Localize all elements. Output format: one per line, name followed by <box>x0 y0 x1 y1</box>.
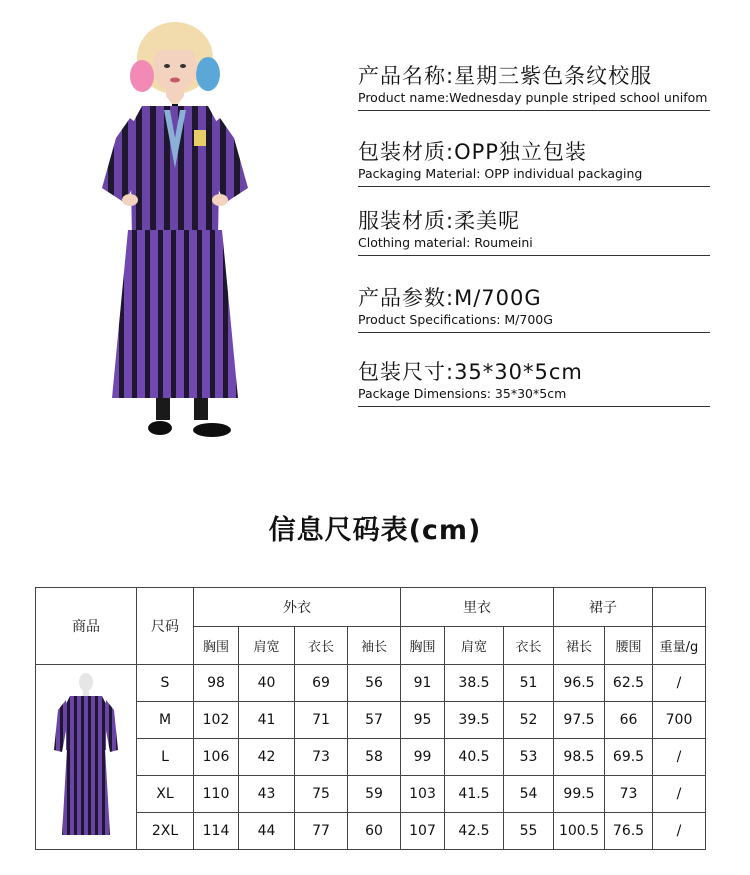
header-col: 腰围 <box>605 627 653 665</box>
value-cell: 77 <box>295 813 348 850</box>
value-cell: 91 <box>401 665 445 702</box>
value-cell: / <box>653 813 706 850</box>
size-cell: S <box>137 665 194 702</box>
header-col: 肩宽 <box>445 627 504 665</box>
value-cell: 98 <box>194 665 239 702</box>
value-cell: 69.5 <box>605 739 653 776</box>
value-cell: 73 <box>295 739 348 776</box>
header-col: 衣长 <box>504 627 554 665</box>
spec-zh: 服装材质:柔美呢 <box>358 209 521 233</box>
spec-zh: 包装尺寸:35*30*5cm <box>358 360 583 384</box>
size-cell: XL <box>137 776 194 813</box>
header-col: 重量/g <box>653 627 706 665</box>
header-empty <box>653 588 706 627</box>
value-cell: 52 <box>504 702 554 739</box>
table-row <box>36 739 706 776</box>
spec-zh: 包装材质:OPP独立包装 <box>358 140 587 164</box>
value-cell: 110 <box>194 776 239 813</box>
value-cell: 114 <box>194 813 239 850</box>
value-cell: 76.5 <box>605 813 653 850</box>
value-cell: 55 <box>504 813 554 850</box>
spec-material <box>358 208 710 256</box>
size-cell: L <box>137 739 194 776</box>
value-cell: 57 <box>348 702 401 739</box>
value-cell: 66 <box>605 702 653 739</box>
spec-en: Product Specifications: M/700G <box>358 312 553 327</box>
value-cell: 43 <box>239 776 295 813</box>
value-cell: 41.5 <box>445 776 504 813</box>
value-cell: 106 <box>194 739 239 776</box>
value-cell: 73 <box>605 776 653 813</box>
header-jacket: 外衣 <box>194 588 401 627</box>
value-cell: 54 <box>504 776 554 813</box>
spec-zh: 产品参数:M/700G <box>358 286 542 310</box>
value-cell: 60 <box>348 813 401 850</box>
value-cell: 75 <box>295 776 348 813</box>
value-cell: 51 <box>504 665 554 702</box>
spec-en: Package Dimensions: 35*30*5cm <box>358 386 567 401</box>
value-cell: 99 <box>401 739 445 776</box>
size-table <box>35 587 706 850</box>
table-row <box>36 665 706 702</box>
spec-zh: 产品名称:星期三紫色条纹校服 <box>358 64 653 88</box>
value-cell: 107 <box>401 813 445 850</box>
value-cell: 42 <box>239 739 295 776</box>
value-cell: 62.5 <box>605 665 653 702</box>
value-cell: 56 <box>348 665 401 702</box>
header-col: 裙长 <box>554 627 605 665</box>
value-cell: 38.5 <box>445 665 504 702</box>
value-cell: 102 <box>194 702 239 739</box>
value-cell: 41 <box>239 702 295 739</box>
value-cell: 103 <box>401 776 445 813</box>
header-col: 胸围 <box>194 627 239 665</box>
spec-dimensions <box>358 359 710 407</box>
header-col: 肩宽 <box>239 627 295 665</box>
size-cell: M <box>137 702 194 739</box>
value-cell: 95 <box>401 702 445 739</box>
header-col: 胸围 <box>401 627 445 665</box>
value-cell: 59 <box>348 776 401 813</box>
product-thumbnail <box>36 665 137 850</box>
value-cell: 71 <box>295 702 348 739</box>
table-header-row <box>36 588 706 627</box>
spec-en: Product name:Wednesday punple striped school unifom <box>358 90 708 105</box>
header-size: 尺码 <box>137 588 194 665</box>
value-cell: / <box>653 776 706 813</box>
value-cell: 96.5 <box>554 665 605 702</box>
table-row <box>36 702 706 739</box>
value-cell: 97.5 <box>554 702 605 739</box>
spec-specifications <box>358 285 710 333</box>
value-cell: 58 <box>348 739 401 776</box>
header-col: 衣长 <box>295 627 348 665</box>
value-cell: / <box>653 665 706 702</box>
table-row <box>36 776 706 813</box>
size-chart-title: 信息尺码表(cm) <box>268 515 482 546</box>
spec-en: Packaging Material: OPP individual packaging <box>358 166 643 181</box>
value-cell: / <box>653 739 706 776</box>
header-shirt: 里衣 <box>401 588 554 627</box>
value-cell: 53 <box>504 739 554 776</box>
value-cell: 40 <box>239 665 295 702</box>
value-cell: 39.5 <box>445 702 504 739</box>
value-cell: 40.5 <box>445 739 504 776</box>
spec-product-name <box>358 63 710 111</box>
value-cell: 44 <box>239 813 295 850</box>
value-cell: 42.5 <box>445 813 504 850</box>
spec-en: Clothing material: Roumeini <box>358 235 533 250</box>
value-cell: 69 <box>295 665 348 702</box>
header-product: 商品 <box>36 588 137 665</box>
value-cell: 99.5 <box>554 776 605 813</box>
value-cell: 700 <box>653 702 706 739</box>
value-cell: 98.5 <box>554 739 605 776</box>
mannequin-icon <box>46 670 126 840</box>
spec-packaging <box>358 139 710 187</box>
table-row <box>36 813 706 850</box>
model-photo <box>80 18 270 448</box>
size-cell: 2XL <box>137 813 194 850</box>
value-cell: 100.5 <box>554 813 605 850</box>
header-skirt: 裙子 <box>554 588 653 627</box>
header-col: 袖长 <box>348 627 401 665</box>
